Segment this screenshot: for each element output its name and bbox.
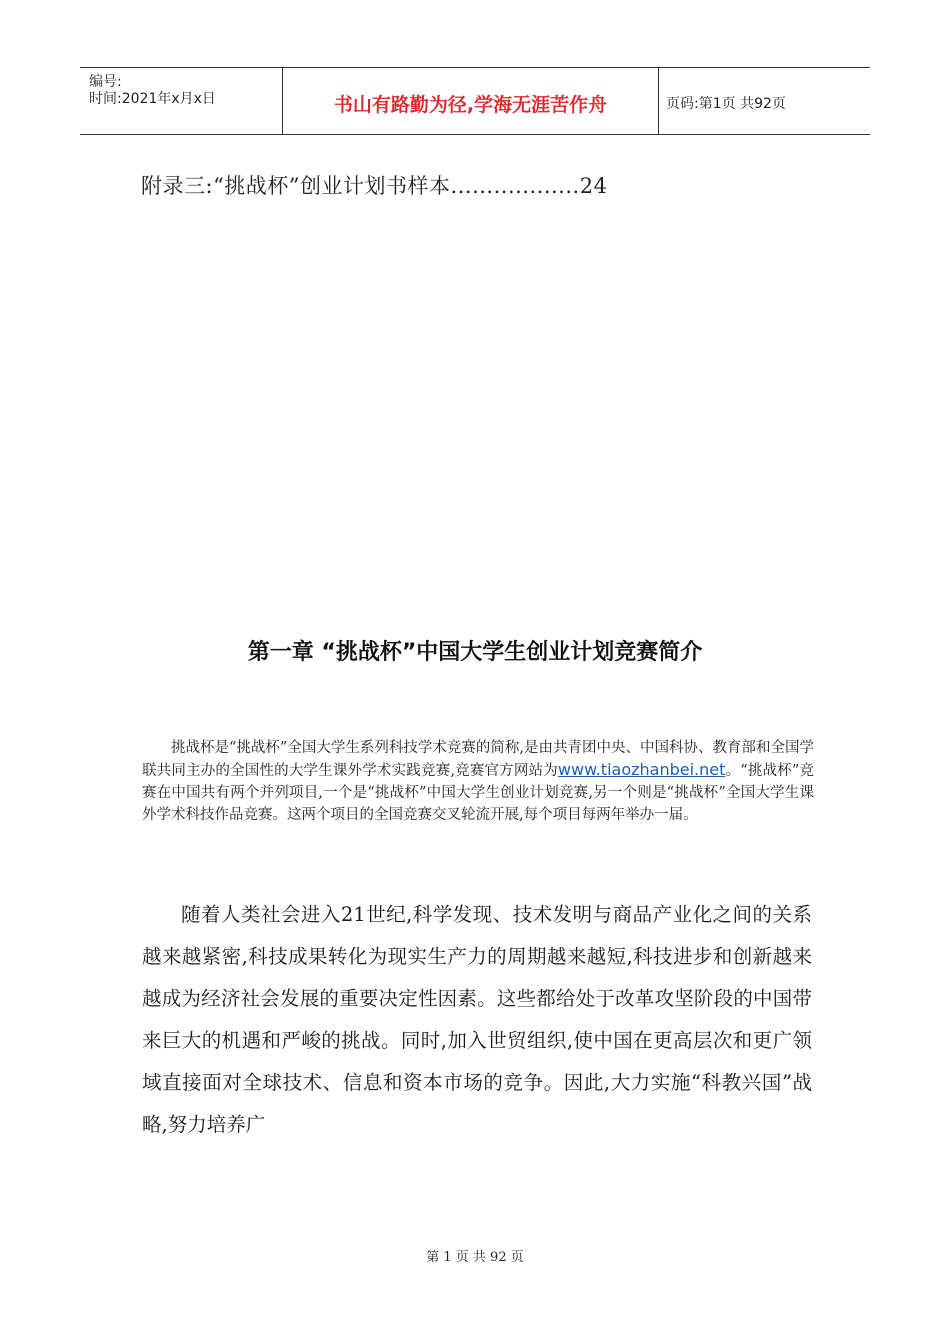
- header-page-info: 页码:第1页 共92页: [666, 96, 786, 112]
- body-text: [142, 894, 812, 1146]
- header-motto: 书山有路勤为径,学海无涯苦作舟: [283, 68, 659, 134]
- body-paragraph: 随着人类社会进入21世纪,科学发现、技术发明与商品产业化之间的关系越来越紧密,科技成果转化为现实生产力的周期越来越短,科技进步和创新越来越成为经济社会发展的重要决定性因素。这些都给处于改革攻坚阶段的中国带来巨大的机遇和严峻的挑战。同时,加入世贸组织,使中国在更高层次和更广领域直接面对全球技术、信息和资本市场的竞争。因此,大力实施“科教兴国”战略,努力培养广: [142, 903, 812, 1136]
- intro-text-after-link: 。“挑战杯”竞赛在中国共有两个并列项目,一个是“挑战杯”中国大学生创业计划竞赛,另一个则是“挑战杯”全国大学生课外学术科技作品竞赛。这两个项目的全国竞赛交叉轮流开展,每个项目每两年举办一届。: [142, 763, 814, 823]
- page-header: [80, 67, 870, 135]
- toc-entry-leader: ..................: [450, 174, 580, 198]
- intro-text-before-link: 挑战杯是“挑战杯”全国大学生系列科技学术竞赛的简称,是由共青团中央、中国科协、教育部和全国学联共同主办的全国性的大学生课外学术实践竞赛,竞赛官方网站为: [142, 740, 814, 779]
- document-date-label: 时间:2021年x月x日: [89, 91, 216, 107]
- document-number-label: 编号:: [89, 74, 122, 90]
- page-footer: 第 1 页 共 92 页: [426, 1250, 524, 1265]
- official-site-link[interactable]: www.tiaozhanbei.net: [557, 760, 726, 779]
- header-meta: [80, 68, 283, 134]
- intro-paragraph: [142, 737, 814, 826]
- toc-entry[interactable]: [141, 170, 821, 200]
- toc-entry-title: 附录三:“挑战杯”创业计划书样本: [141, 174, 451, 198]
- toc-entry-page: 24: [579, 174, 608, 198]
- chapter-title: 第一章 “挑战杯”中国大学生创业计划竞赛简介: [247, 640, 703, 665]
